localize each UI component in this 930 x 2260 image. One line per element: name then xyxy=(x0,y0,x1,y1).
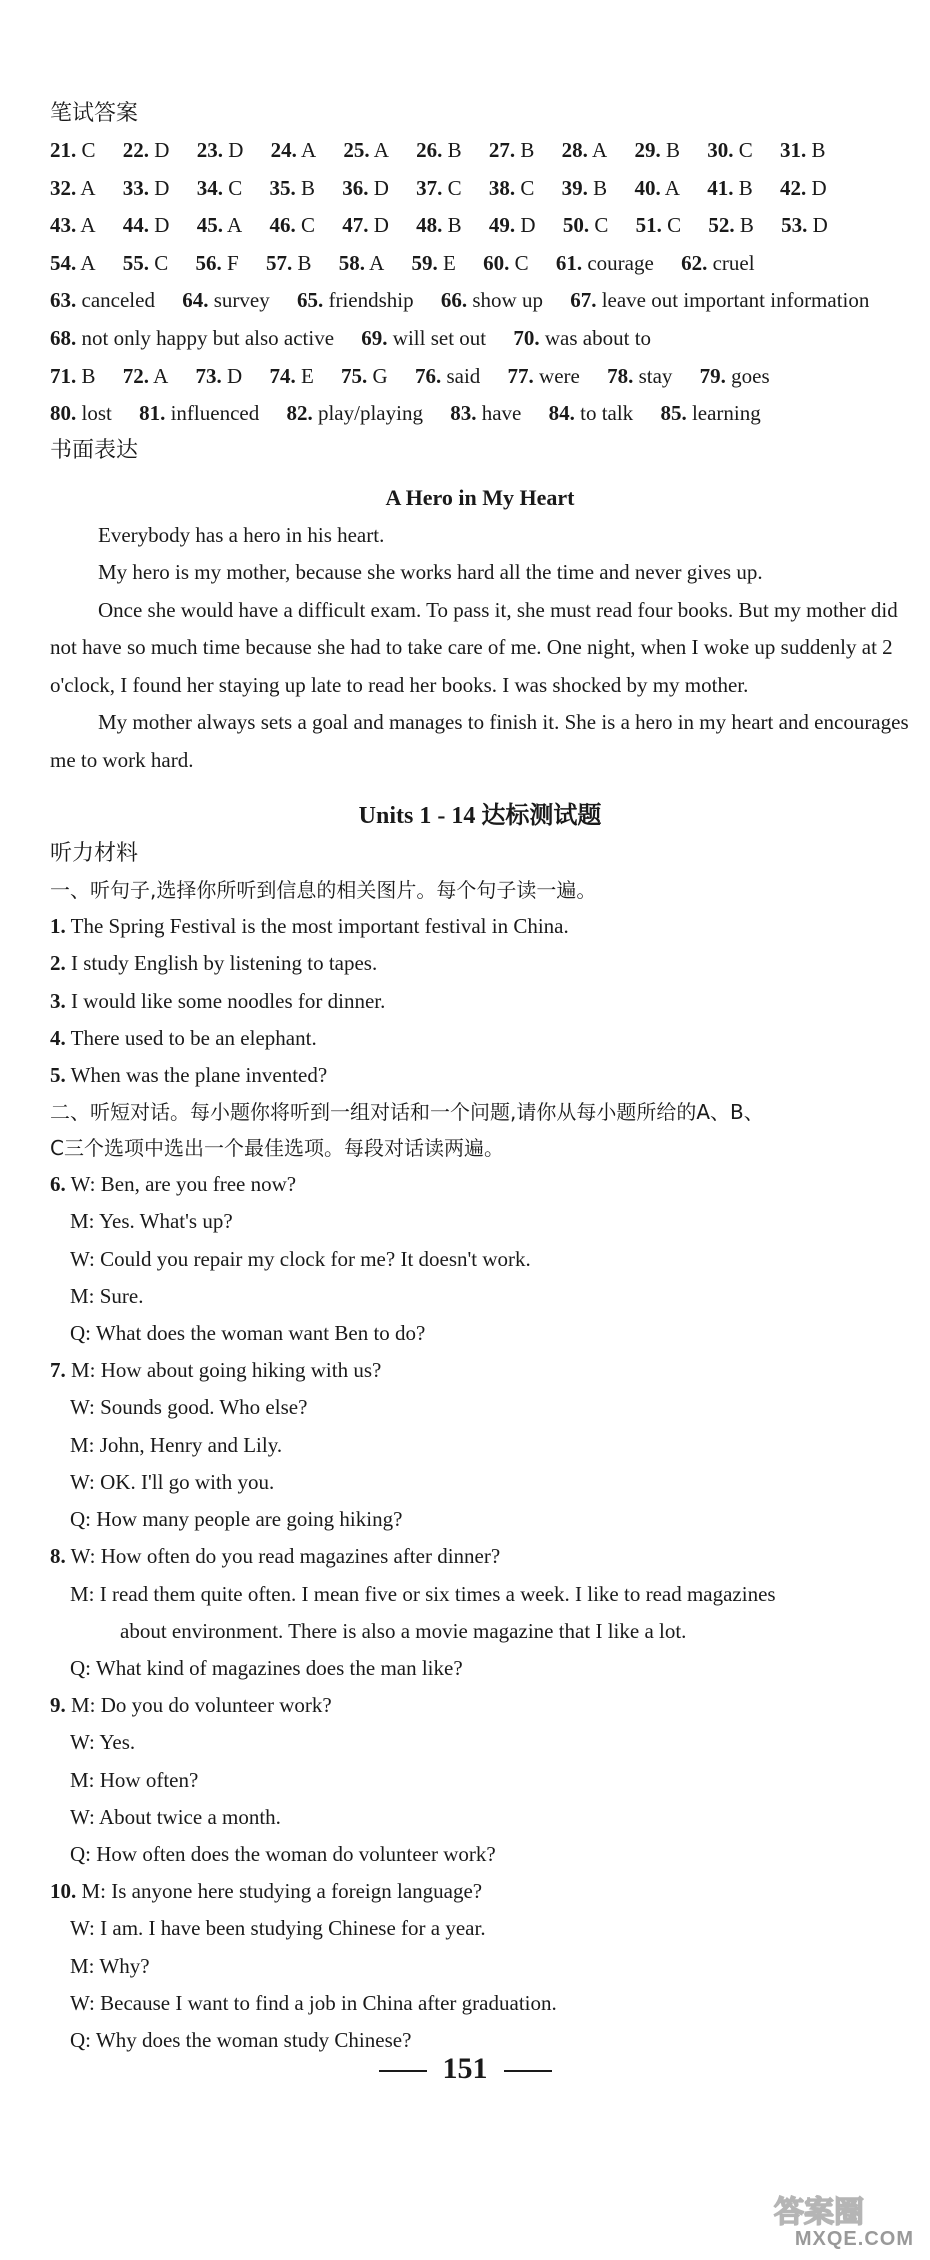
answer-key xyxy=(50,132,910,433)
answer-item xyxy=(562,138,608,162)
answer-item xyxy=(489,176,535,200)
answer-item xyxy=(634,138,680,162)
answer-number: 35. xyxy=(269,175,296,200)
answer-item xyxy=(412,251,456,275)
answer-number: 32. xyxy=(50,175,77,200)
answer-value: A xyxy=(373,138,389,162)
answer-item xyxy=(123,213,170,237)
answer-value: courage xyxy=(587,250,654,275)
answer-row xyxy=(50,170,910,208)
dialogue-text: M: Why? xyxy=(70,1953,150,1978)
answer-item xyxy=(483,251,529,275)
answer-number: 33. xyxy=(122,175,150,200)
answer-value: to talk xyxy=(580,401,634,426)
answer-value: D xyxy=(373,175,389,200)
answer-value: D xyxy=(811,175,827,200)
answer-item xyxy=(416,176,462,200)
answer-number: 62. xyxy=(681,250,708,275)
answer-item xyxy=(341,364,388,388)
answer-number: 72. xyxy=(122,363,150,388)
dialogue-text: Q: How often does the woman do volunteer work? xyxy=(70,1841,496,1866)
answer-number: 70. xyxy=(513,325,540,350)
answer-row xyxy=(50,395,910,433)
answer-number: 36. xyxy=(342,175,369,200)
answer-item xyxy=(570,288,869,312)
dialogue-line xyxy=(50,1203,910,1240)
answer-number: 82. xyxy=(286,401,313,426)
listening-sentence xyxy=(50,945,910,982)
answer-number: 59. xyxy=(411,250,438,275)
answer-value: were xyxy=(539,363,580,388)
answer-number: 31. xyxy=(779,138,807,162)
answer-value: canceled xyxy=(81,288,155,313)
answer-number: 21. xyxy=(50,138,77,162)
answer-value: C xyxy=(520,175,535,200)
answer-number: 34. xyxy=(196,175,223,200)
answer-item xyxy=(50,138,96,162)
answer-item xyxy=(681,251,754,275)
answer-value: learning xyxy=(691,401,761,426)
dialogue-number: 9. xyxy=(50,1693,66,1718)
answer-number: 54. xyxy=(50,250,77,275)
answer-value: G xyxy=(372,363,388,388)
part1-instruction: 一、听句子,选择你所听到信息的相关图片。每个句子读一遍。 xyxy=(50,878,597,903)
dialogue-text: Q: What does the woman want Ben to do? xyxy=(70,1321,426,1346)
answer-item xyxy=(123,364,169,388)
answer-number: 30. xyxy=(707,138,734,162)
answer-number: 77. xyxy=(507,363,534,388)
answer-item xyxy=(708,213,754,237)
essay-paragraph: My hero is my mother, because she works hard all the time and never gives up. xyxy=(98,560,763,585)
answer-item xyxy=(50,176,96,200)
answer-item xyxy=(343,138,389,162)
dialogue-line xyxy=(50,1613,910,1650)
answer-value: friendship xyxy=(328,288,414,313)
listening-sentence xyxy=(50,983,910,1020)
answer-item xyxy=(339,251,385,275)
answer-number: 75. xyxy=(341,363,368,388)
answer-item xyxy=(197,213,243,237)
sentence-number: 2. xyxy=(50,951,66,976)
answer-item xyxy=(707,138,753,162)
dialogue-line xyxy=(50,1427,910,1464)
answer-item xyxy=(508,364,580,388)
answer-item xyxy=(416,138,462,162)
answer-item xyxy=(196,364,243,388)
answer-number: 25. xyxy=(343,138,370,162)
answer-value: A xyxy=(664,175,680,200)
answer-number: 50. xyxy=(562,213,590,238)
dialogue-text: W: I am. I have been studying Chinese for a year. xyxy=(70,1916,486,1941)
page-number-text: 151 xyxy=(442,2052,488,2085)
answer-item xyxy=(197,138,244,162)
answer-number: 49. xyxy=(488,213,516,238)
dialogue-line xyxy=(50,1352,910,1389)
watermark-text: MXQE.COM xyxy=(794,2228,914,2250)
dialogue-text: W: Sounds good. Who else? xyxy=(70,1395,308,1420)
answer-number: 48. xyxy=(416,213,443,238)
dialogue-line xyxy=(50,1687,910,1724)
dialogue-text: W: Because I want to find a job in China after graduation. xyxy=(70,1990,557,2015)
answer-value: A xyxy=(80,175,96,200)
answer-item xyxy=(549,401,634,425)
answer-row xyxy=(50,132,910,170)
dialogue-text: M: John, Henry and Lily. xyxy=(70,1432,283,1457)
dialogue-number: 6. xyxy=(50,1172,66,1197)
answer-number: 56. xyxy=(195,250,222,275)
answer-item xyxy=(50,401,112,425)
answer-value: D xyxy=(520,213,536,238)
answer-item xyxy=(636,213,682,237)
answer-value: B xyxy=(297,250,312,275)
dialogue-text: W: About twice a month. xyxy=(70,1804,281,1829)
answer-value: goes xyxy=(731,363,770,388)
answer-number: 85. xyxy=(660,401,687,426)
answer-number: 79. xyxy=(699,363,726,388)
answer-number: 37. xyxy=(416,175,443,200)
writing-heading: 书面表达 xyxy=(50,437,139,463)
dialogue-text: M: Sure. xyxy=(70,1283,144,1308)
answer-item xyxy=(489,138,535,162)
answer-item xyxy=(286,401,422,425)
answer-item xyxy=(197,176,243,200)
answer-value: E xyxy=(300,363,314,388)
dialogue-text: W: Could you repair my clock for me? It doesn't work. xyxy=(70,1246,531,1271)
answer-number: 80. xyxy=(50,401,77,426)
answer-number: 23. xyxy=(196,138,223,162)
answer-item xyxy=(450,401,521,425)
answer-value: lost xyxy=(81,401,112,426)
answer-value: C xyxy=(594,213,609,238)
answer-item xyxy=(182,288,270,312)
answer-value: not only happy but also active xyxy=(81,325,335,350)
page-number xyxy=(0,2052,930,2086)
answer-value: A xyxy=(80,250,96,275)
sentence-text: I would like some noodles for dinner. xyxy=(71,988,386,1013)
unit-test-title-cn: 达标测试题 xyxy=(481,801,602,830)
listening-heading: 听力材料 xyxy=(50,841,139,867)
answer-number: 39. xyxy=(561,175,588,200)
essay-body xyxy=(50,517,910,780)
answer-item xyxy=(50,288,155,312)
dialogue-text: Q: What kind of magazines does the man like? xyxy=(70,1655,463,1680)
answer-value: C xyxy=(300,213,315,238)
answer-item xyxy=(269,364,313,388)
answer-number: 42. xyxy=(779,175,807,200)
answer-number: 26. xyxy=(416,138,443,162)
answer-value: C xyxy=(667,213,682,238)
dialogue-line xyxy=(50,1799,910,1836)
answer-number: 78. xyxy=(607,363,634,388)
dialogue-line xyxy=(50,1538,910,1575)
answer-value: A xyxy=(153,363,169,388)
answer-value: D xyxy=(154,175,170,200)
answer-value: cruel xyxy=(712,250,755,275)
answer-item xyxy=(781,213,828,237)
answer-item xyxy=(562,176,608,200)
answer-value: C xyxy=(447,175,462,200)
answer-value: will set out xyxy=(392,325,487,350)
listening-sentences xyxy=(50,908,910,1094)
answer-item xyxy=(50,213,96,237)
answer-value: B xyxy=(739,213,754,238)
answer-value: D xyxy=(228,138,244,162)
answer-item xyxy=(50,326,334,350)
dialogue-line xyxy=(50,1985,910,2022)
dialogue-text: M: Is anyone here studying a foreign language? xyxy=(81,1879,483,1904)
answer-item xyxy=(266,251,312,275)
answer-number: 46. xyxy=(269,213,296,238)
answer-value: B xyxy=(300,175,315,200)
answer-item xyxy=(489,213,536,237)
answer-item xyxy=(660,401,760,425)
dialogue-text: M: I read them quite often. I mean five or six times a week. I like to read magazines xyxy=(70,1581,776,1606)
dialogue-line xyxy=(50,1948,910,1985)
answer-value: C xyxy=(228,175,243,200)
dialogue-line xyxy=(50,1836,910,1873)
answer-item xyxy=(513,326,651,350)
page-number-dash-left xyxy=(379,2070,427,2072)
answer-number: 40. xyxy=(634,175,661,200)
dialogue-number: 10. xyxy=(50,1879,77,1904)
dialogue-text: about environment. There is also a movie magazine that I like a lot. xyxy=(120,1618,687,1643)
answer-item xyxy=(415,364,480,388)
answer-item xyxy=(700,364,770,388)
answer-number: 83. xyxy=(450,401,477,426)
answer-number: 65. xyxy=(296,288,324,313)
answer-value: B xyxy=(665,138,680,162)
listening-dialogues xyxy=(50,1166,910,2059)
answer-value: B xyxy=(447,213,462,238)
essay-title: A Hero in My Heart xyxy=(385,484,575,510)
answer-number: 38. xyxy=(488,175,516,200)
answer-number: 73. xyxy=(195,363,222,388)
part2-instruction-line1: 二、听短对话。每小题你将听到一组对话和一个问题,请你从每小题所给的A、B、 xyxy=(50,1100,764,1125)
answer-number: 24. xyxy=(270,138,297,162)
answer-value: D xyxy=(154,138,170,162)
sentence-number: 5. xyxy=(50,1063,66,1088)
answer-number: 67. xyxy=(570,288,597,313)
dialogue-line xyxy=(50,1724,910,1761)
answer-number: 22. xyxy=(122,138,150,162)
sentence-number: 1. xyxy=(50,914,66,939)
answer-value: survey xyxy=(213,288,270,313)
answer-number: 27. xyxy=(488,138,516,162)
answer-value: B xyxy=(738,175,753,200)
page-content xyxy=(50,96,910,2059)
answer-number: 28. xyxy=(561,138,588,162)
answer-number: 58. xyxy=(338,250,365,275)
dialogue-text: W: OK. I'll go with you. xyxy=(70,1469,275,1494)
answer-value: D xyxy=(154,213,170,238)
dialogue-line xyxy=(50,1650,910,1687)
answer-item xyxy=(123,251,169,275)
answer-value: A xyxy=(80,213,96,238)
answer-value: B xyxy=(520,138,535,162)
answer-number: 51. xyxy=(635,213,662,238)
answer-item xyxy=(441,288,543,312)
answer-value: play/playing xyxy=(317,401,423,426)
answer-item xyxy=(123,176,170,200)
watermark-logo-icon xyxy=(734,2188,904,2232)
dialogue-text: W: Yes. xyxy=(70,1730,136,1755)
answer-number: 63. xyxy=(50,288,77,313)
unit-test-title-en: Units 1 - 14 xyxy=(358,803,476,830)
answer-item xyxy=(297,288,414,312)
dialogue-line xyxy=(50,1166,910,1203)
dialogue-text: M: How about going hiking with us? xyxy=(71,1358,382,1383)
dialogue-line xyxy=(50,1576,910,1613)
answer-value: B xyxy=(81,363,96,388)
written-answers-heading: 笔试答案 xyxy=(50,101,139,126)
answer-number: 47. xyxy=(342,213,369,238)
answer-value: stay xyxy=(638,363,673,388)
answer-value: E xyxy=(443,250,456,275)
dialogue-line xyxy=(50,1241,910,1278)
answer-value: have xyxy=(481,401,522,426)
answer-item xyxy=(196,251,239,275)
dialogue-line xyxy=(50,1278,910,1315)
answer-value: D xyxy=(227,363,243,388)
answer-number: 68. xyxy=(50,325,77,350)
answer-item xyxy=(271,138,317,162)
dialogue-line xyxy=(50,1873,910,1910)
dialogue-line xyxy=(50,1910,910,1947)
sentence-text: The Spring Festival is the most important festival in China. xyxy=(70,914,569,939)
answer-value: said xyxy=(446,363,481,388)
answer-row xyxy=(50,358,910,396)
dialogue-text: W: How often do you read magazines after dinner? xyxy=(70,1544,501,1569)
answer-number: 84. xyxy=(548,401,575,426)
listening-sentence xyxy=(50,1020,910,1057)
answer-value: B xyxy=(811,138,826,162)
answer-item xyxy=(342,176,389,200)
answer-item xyxy=(123,138,170,162)
dialogue-number: 7. xyxy=(50,1358,66,1383)
listening-sentence xyxy=(50,908,910,945)
answer-item xyxy=(780,138,826,162)
answer-number: 52. xyxy=(708,213,735,238)
answer-number: 53. xyxy=(781,213,808,238)
dialogue-line xyxy=(50,1464,910,1501)
answer-number: 81. xyxy=(139,401,166,426)
answer-number: 61. xyxy=(555,250,583,275)
answer-number: 44. xyxy=(122,213,150,238)
answer-item xyxy=(361,326,486,350)
answer-number: 60. xyxy=(483,250,510,275)
answer-number: 69. xyxy=(361,325,388,350)
answer-number: 43. xyxy=(50,213,77,238)
answer-value: F xyxy=(227,250,239,275)
dialogue-number: 8. xyxy=(50,1544,66,1569)
answer-number: 29. xyxy=(634,138,661,162)
answer-value: D xyxy=(812,213,828,238)
answer-value: B xyxy=(447,138,462,162)
answer-value: C xyxy=(738,138,753,162)
answer-number: 76. xyxy=(414,363,442,388)
answer-number: 71. xyxy=(50,363,77,388)
answer-value: leave out important information xyxy=(601,288,870,313)
answer-number: 64. xyxy=(182,288,209,313)
part2-instruction-line2: C三个选项中选出一个最佳选项。每段对话读两遍。 xyxy=(50,1136,504,1161)
answer-number: 41. xyxy=(707,175,734,200)
answer-item xyxy=(139,401,259,425)
sentence-text: When was the plane invented? xyxy=(70,1063,328,1088)
answer-item xyxy=(269,213,315,237)
answer-item xyxy=(607,364,672,388)
answer-value: A xyxy=(300,138,317,162)
dialogue-line xyxy=(50,1389,910,1426)
answer-value: A xyxy=(369,250,385,275)
listening-sentence xyxy=(50,1057,910,1094)
watermark-logo-text: 答案圈 xyxy=(774,2195,864,2230)
answer-number: 45. xyxy=(196,213,223,238)
dialogue-line xyxy=(50,1762,910,1799)
answer-value: was about to xyxy=(544,325,652,350)
answer-item xyxy=(556,251,654,275)
answer-number: 55. xyxy=(122,250,150,275)
dialogue-text: Q: How many people are going hiking? xyxy=(70,1507,403,1532)
page-number-dash-right xyxy=(504,2070,552,2072)
answer-item xyxy=(634,176,680,200)
answer-value: show up xyxy=(472,288,543,313)
answer-value: C xyxy=(81,138,96,162)
answer-value: B xyxy=(593,175,608,200)
answer-item xyxy=(780,176,827,200)
sentence-number: 4. xyxy=(50,1025,66,1050)
watermark xyxy=(654,2188,914,2248)
answer-value: A xyxy=(227,213,243,238)
answer-row xyxy=(50,207,910,245)
answer-item xyxy=(707,176,753,200)
answer-row xyxy=(50,282,910,357)
dialogue-line xyxy=(50,1315,910,1352)
answer-number: 74. xyxy=(269,363,296,388)
answer-value: C xyxy=(154,250,169,275)
essay-paragraph: My mother always sets a goal and manages to finish it. She is a hero in my heart and encourages me to work hard. xyxy=(50,710,909,772)
dialogue-text: M: Do you do volunteer work? xyxy=(71,1693,332,1718)
dialogue-text: W: Ben, are you free now? xyxy=(70,1172,297,1197)
answer-item xyxy=(342,213,389,237)
answer-value: influenced xyxy=(170,401,260,426)
answer-item xyxy=(50,251,96,275)
answer-value: A xyxy=(592,138,608,162)
answer-value: C xyxy=(514,250,529,275)
essay-paragraph: Everybody has a hero in his heart. xyxy=(98,522,385,547)
answer-item xyxy=(563,213,609,237)
essay-paragraph: Once she would have a difficult exam. To pass it, she must read four books. But my mother did not have so much time because she had to take care of me. One night, when I woke up suddenly at 2 o'clock, I found her staying up late to read her books. I was shocked by my mother. xyxy=(50,597,898,697)
dialogue-text: M: How often? xyxy=(70,1767,199,1792)
sentence-text: I study English by listening to tapes. xyxy=(71,951,378,976)
answer-number: 57. xyxy=(265,250,293,275)
unit-test-title xyxy=(50,795,910,836)
answer-number: 66. xyxy=(440,288,468,313)
answer-item xyxy=(269,176,315,200)
sentence-text: There used to be an elephant. xyxy=(70,1025,317,1050)
answer-value: D xyxy=(373,213,389,238)
answer-row xyxy=(50,245,910,283)
dialogue-text: M: Yes. What's up? xyxy=(70,1209,233,1234)
answer-item xyxy=(416,213,462,237)
sentence-number: 3. xyxy=(50,988,66,1013)
answer-item xyxy=(50,364,96,388)
dialogue-line xyxy=(50,1501,910,1538)
dialogue-text: Q: Why does the woman study Chinese? xyxy=(70,2027,412,2052)
